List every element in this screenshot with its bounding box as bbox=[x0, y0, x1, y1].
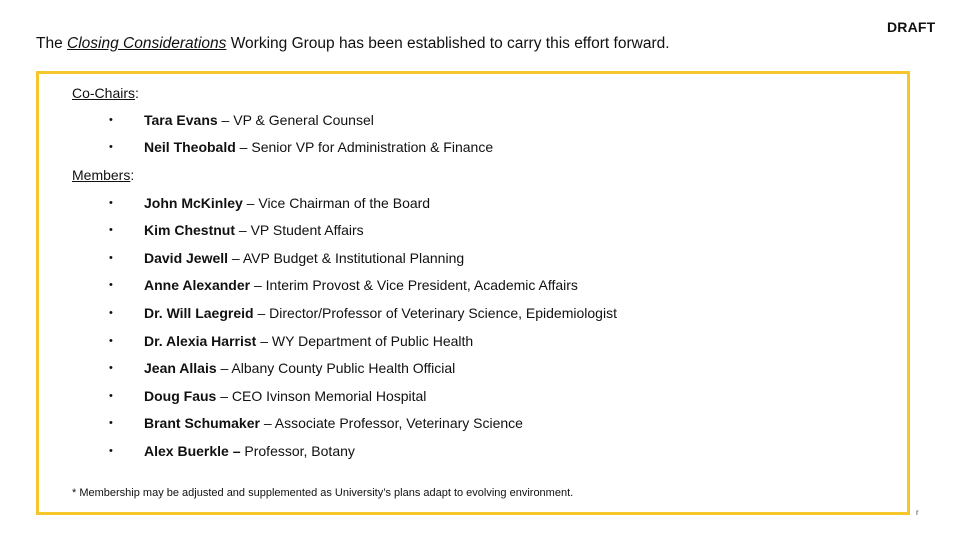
bullet-icon: • bbox=[109, 335, 113, 347]
member-role: – Vice Chairman of the Board bbox=[242, 195, 431, 211]
co-chair-role: – Senior VP for Administration & Finance bbox=[235, 139, 494, 155]
member-item bbox=[105, 413, 523, 433]
member-item bbox=[105, 331, 473, 351]
member-name: Anne Alexander bbox=[144, 277, 251, 293]
member-name: Kim Chestnut bbox=[144, 222, 235, 238]
bullet-icon: • bbox=[109, 114, 113, 126]
member-name: Dr. Will Laegreid bbox=[144, 305, 254, 321]
bullet-icon: • bbox=[109, 141, 113, 153]
members-heading bbox=[72, 166, 134, 184]
co-chair-item bbox=[105, 137, 493, 157]
bullet-icon: • bbox=[109, 224, 113, 236]
member-item bbox=[105, 386, 426, 406]
member-name: Jean Allais bbox=[144, 360, 217, 376]
co-chair-role: – VP & General Counsel bbox=[217, 112, 374, 128]
bullet-icon: • bbox=[109, 307, 113, 319]
member-item bbox=[105, 303, 617, 323]
member-role: – WY Department of Public Health bbox=[256, 333, 474, 349]
member-item bbox=[105, 193, 430, 213]
co-chair-name: Neil Theobald bbox=[144, 139, 236, 155]
member-role: – Director/Professor of Veterinary Science, Epidemiologist bbox=[253, 305, 617, 321]
member-item bbox=[105, 220, 364, 240]
member-role: – CEO Ivinson Memorial Hospital bbox=[216, 388, 427, 404]
member-name: Dr. Alexia Harrist bbox=[144, 333, 257, 349]
member-item bbox=[105, 441, 355, 461]
member-role: Professor, Botany bbox=[240, 443, 355, 459]
co-chair-name: Tara Evans bbox=[144, 112, 218, 128]
member-name: Doug Faus bbox=[144, 388, 217, 404]
slide-title bbox=[36, 34, 670, 54]
member-name: David Jewell bbox=[144, 250, 229, 266]
member-item bbox=[105, 275, 578, 295]
member-name: Alex Buerkle – bbox=[144, 443, 241, 459]
footnote: * Membership may be adjusted and supplemented as University’s plans adapt to evolving environment. bbox=[72, 487, 574, 499]
bullet-icon: • bbox=[109, 362, 113, 374]
bullet-icon: • bbox=[109, 279, 113, 291]
member-role: – VP Student Affairs bbox=[235, 222, 364, 238]
bullet-icon: • bbox=[109, 197, 113, 209]
title-prefix: The bbox=[36, 35, 68, 52]
members-label: Members bbox=[72, 167, 131, 183]
title-emphasis: Closing Considerations bbox=[67, 35, 227, 52]
member-role: – Associate Professor, Veterinary Science bbox=[259, 415, 523, 431]
co-chairs-label: Co-Chairs bbox=[72, 85, 136, 101]
member-role: – Interim Provost & Vice President, Academic Affairs bbox=[250, 277, 578, 293]
bullet-icon: • bbox=[109, 417, 113, 429]
members-colon: : bbox=[130, 167, 135, 183]
co-chairs-heading bbox=[72, 84, 139, 102]
co-chairs-colon: : bbox=[135, 85, 139, 101]
member-item bbox=[105, 358, 455, 378]
draft-label: DRAFT bbox=[887, 19, 936, 35]
member-item bbox=[105, 248, 464, 268]
bullet-icon: • bbox=[109, 390, 113, 402]
member-role: – Albany County Public Health Official bbox=[216, 360, 456, 376]
title-suffix: Working Group has been established to carry this effort forward. bbox=[226, 35, 670, 52]
bullet-icon: • bbox=[109, 445, 113, 457]
member-role: – AVP Budget & Institutional Planning bbox=[228, 250, 465, 266]
bullet-icon: • bbox=[109, 252, 113, 264]
co-chair-item bbox=[105, 110, 374, 130]
member-name: Brant Schumaker bbox=[144, 415, 260, 431]
member-name: John McKinley bbox=[144, 195, 243, 211]
page-number: r bbox=[916, 508, 919, 517]
